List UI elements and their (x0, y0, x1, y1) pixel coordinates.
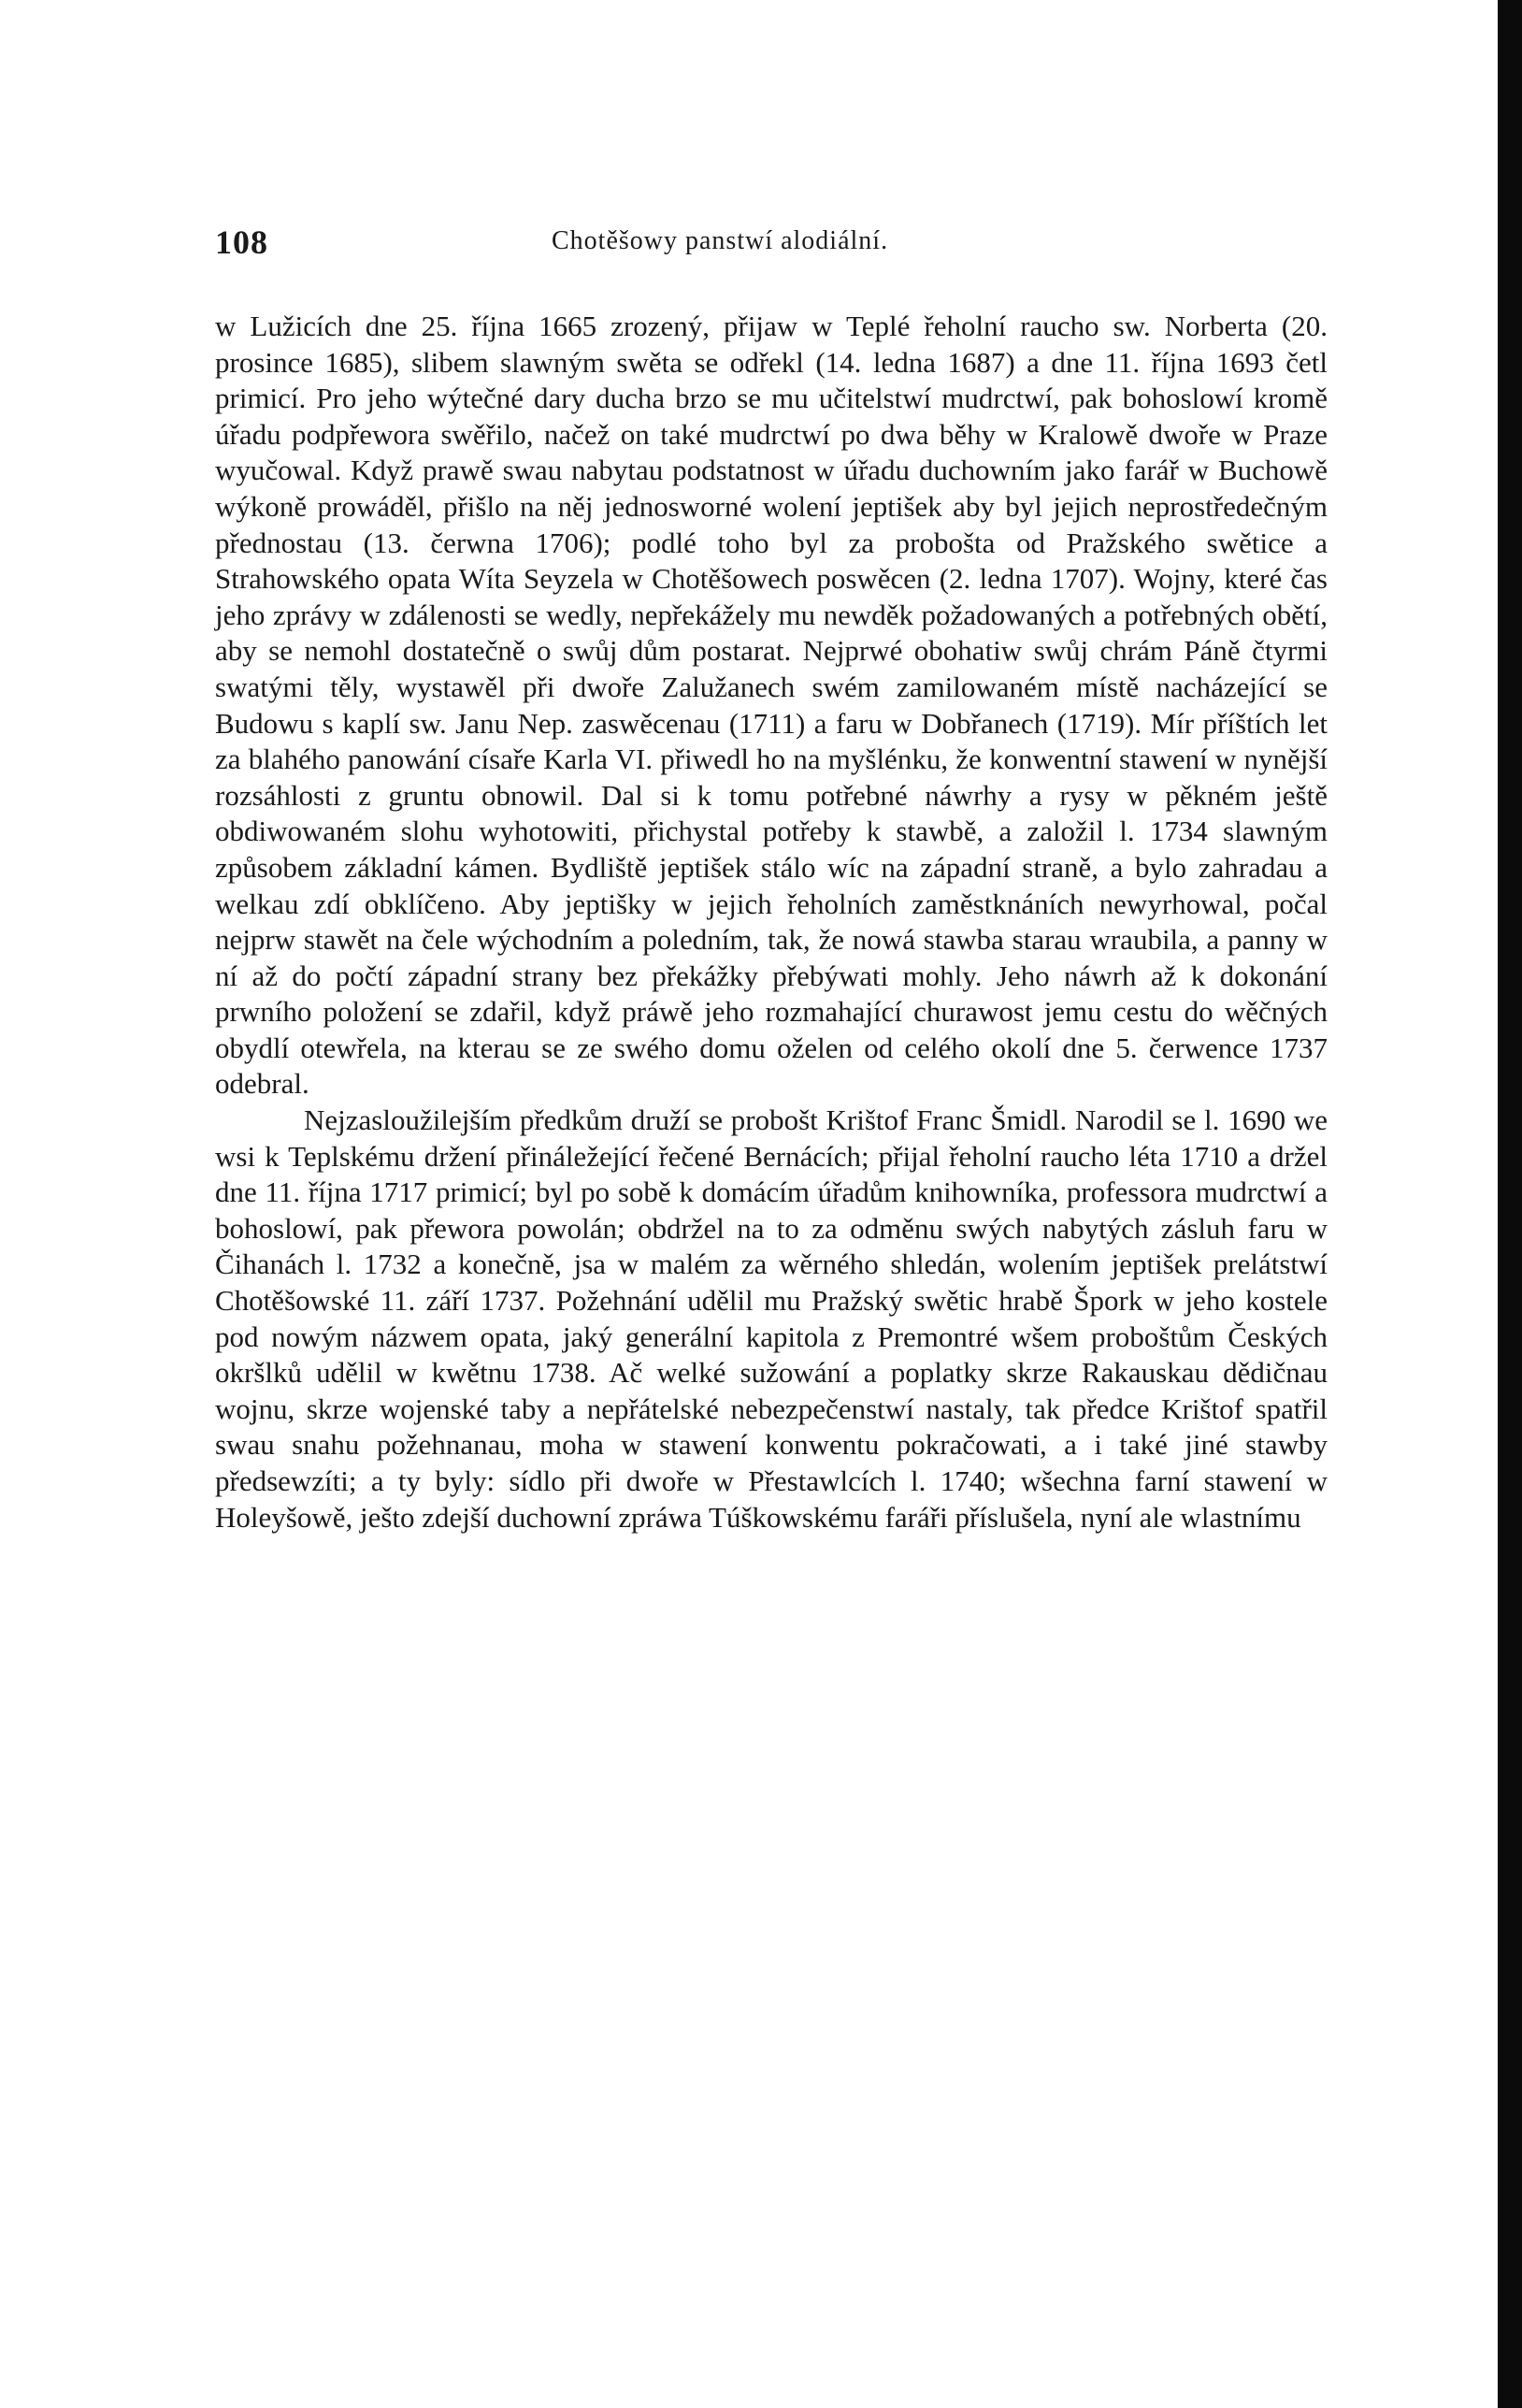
paragraph-smidl: Nejzasloužilejším předkům druží se probošt Krištof Franc Šmidl. Narodil se l. 1690 we wsi k Teplskému držení přináležející řečené Bernácích; přijal řeholní raucho léta 1710 a držel dne 11. října 1717 primicí; byl po sobě k domácím úřadům knihowníka, professora mudrctwí a bohoslowí, pak přewora powolán; obdržel na to za odměnu swých nabytých zásluh faru w Čihanách l. 1732 a konečně, jsa w malém za wěrného shledán, wolením jeptišek prelátstwí Chotěšowské 11. září 1737. Požehnání udělil mu Pražský swětic hrabě Špork w jeho kostele pod nowým názwem opata, jaký generální kapitola z Premontré wšem proboštům Českých okršlků udělil w kwětnu 1738. Ač welké sužowání a poplatky skrze Rakauskau dědičnau wojnu, skrze wojenské taby a nepřátelské nebezpečenstwí nastaly, tak předce Krištof spatřil swau snahu požehnanau, moha w stawení konwentu pokračowati, a i také jiné stawby předsewzíti; a ty byly: sídlo při dwoře w Přestawlcích l. 1740; wšechna farní stawení w Holeyšowě, ješto zdejší duchowní zpráwa Túškowskému faráři příslušela, nyní ale wlastnímu (215, 1103, 1328, 1534)
book-page (215, 223, 1328, 1536)
page-header (215, 223, 1328, 260)
scan-border (1498, 0, 1522, 2408)
paragraph-continued: w Lužicích dne 25. října 1665 zrozený, přijaw w Teplé řeholní raucho sw. Norberta (20. prosince 1685), slibem slawným swěta se odřekl (14. ledna 1687) a dne 11. října 1693 četl primicí. Pro jeho wýtečné dary ducha brzo se mu učitelstwí mudrctwí, pak bohoslowí kromě úřadu podpřewora swěřilo, načež on také mudrctwí po dwa běhy w Kralowě dwoře w Praze wyučowal. Když prawě swau nabytau podstatnost w úřadu duchowním jako farář w Buchowě wýkoně prowáděl, přišlo na něj jednosworné wolení jeptišek aby byl jejich neprostředečným přednostau (13. čerwna 1706); podlé toho byl za proboštа od Pražského swětice a Strahowského opata Wíta Seyzela w Chotěšowech poswěcen (2. ledna 1707). Wojny, které čas jeho zprávy w zdálenosti se wedly, nepřekážely mu newděk požadowaných a potřebných obětí, aby se nemohl dostatečně o swůj dům postarat. Nejprwé obohatiw swůj chrám Páně čtyrmi swatými těly, wystawěl při dwoře Zalužanech swém zamilowaném místě nacházející se Budowu s kaplí sw. Janu Nep. zaswěcenau (1711) a faru w Dobřanech (1719). Mír příštích let za blahého panowání císaře Karla VI. přiwedl ho na myšlénku, že konwentní stawení w nynější rozsáhlosti z gruntu obnowil. Dal si k tomu potřebné náwrhy a rysy w pěkném ještě obdiwowaném slohu wyhotowiti, přichystal potřeby k stawbě, a založil l. 1734 slawným způsobem základní kámen. Bydliště jeptišek stálo wíc na západní straně, a bylo zahradau a welkau zdí obklíčeno. Aby jeptišky w jejich řeholních zaměstknáních newyrhowal, počal nejprw stawět na čele wýchodním a poledním, tak, že nowá stawba starau wraubila, a panny w ní až do počtí západní strany bez překážky přebýwati mohly. Jeho náwrh až k dokonání prwního položení se zdařil, když práwě jeho rozmahající churawost jemu cestu do wěčných obydlí otewřela, na kterau se ze swého domu oželen od celého okolí dne 5. čerwence 1737 odebral. (215, 310, 1328, 1101)
body-text (215, 309, 1328, 1536)
page-number: 108 (215, 223, 268, 261)
running-head: Chotěšowy panstwí alodiální. (552, 226, 889, 255)
